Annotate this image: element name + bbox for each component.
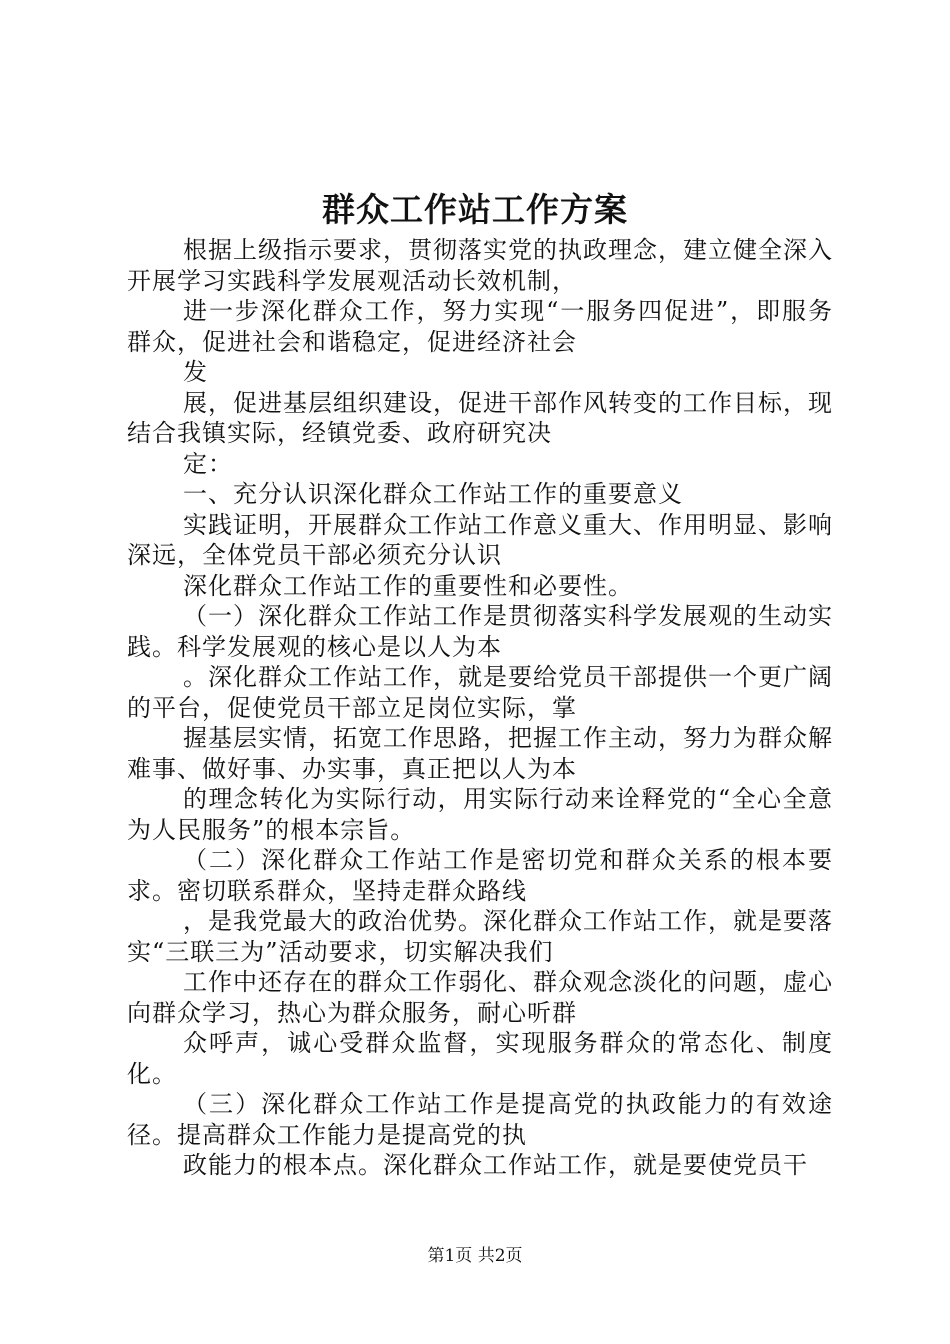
paragraph-text: 发 xyxy=(183,358,208,386)
paragraph-text: （二）深化群众工作站工作是密切党和群众关系的根本要求。密切联系群众，坚持走群众路线 xyxy=(127,846,833,905)
document-paragraph xyxy=(127,662,833,723)
paragraph-text: 握基层实情，拓宽工作思路，把握工作主动，努力为群众解难事、做好事、办实事，真正把以人为本 xyxy=(127,724,833,783)
document-paragraph xyxy=(127,723,833,784)
document-paragraph xyxy=(127,1150,833,1181)
paragraph-text: ，是我党最大的政治优势。深化群众工作站工作，就是要落实“三联三为”活动要求，切实解决我们 xyxy=(127,907,833,966)
document-paragraph xyxy=(127,510,833,571)
page-footer: 第1页 共2页 xyxy=(427,1246,523,1266)
document-paragraph xyxy=(127,449,833,480)
document-paragraph xyxy=(127,571,833,602)
paragraph-text: 工作中还存在的群众工作弱化、群众观念淡化的问题，虚心向群众学习，热心为群众服务，耐心听群 xyxy=(127,968,833,1027)
document-paragraph xyxy=(127,1089,833,1150)
paragraph-text: （一）深化群众工作站工作是贯彻落实科学发展观的生动实践。科学发展观的核心是以人为本 xyxy=(127,602,833,661)
paragraph-text: 。深化群众工作站工作，就是要给党员干部提供一个更广阔的平台，促使党员干部立足岗位实际，掌 xyxy=(127,663,833,722)
document-paragraph xyxy=(127,1028,833,1089)
document-paragraph xyxy=(127,296,833,357)
paragraph-text: 定： xyxy=(183,449,233,478)
document-paragraph xyxy=(127,967,833,1028)
document-paragraph xyxy=(127,235,833,296)
paragraph-text: 政能力的根本点。深化群众工作站工作，就是要使党员干 xyxy=(183,1151,808,1179)
paragraph-text: 实践证明，开展群众工作站工作意义重大、作用明显、影响深远，全体党员干部必须充分认识 xyxy=(127,510,833,569)
paragraph-text: 的理念转化为实际行动，用实际行动来诠释党的“全心全意为人民服务”的根本宗旨。 xyxy=(127,785,833,844)
document-body xyxy=(127,235,833,1181)
document-title: 群众工作站工作方案 xyxy=(322,190,628,229)
document-paragraph xyxy=(127,601,833,662)
paragraph-text: 进一步深化群众工作，努力实现“一服务四促进”，即服务群众，促进社会和谐稳定，促进经济社会 xyxy=(127,297,833,356)
document-paragraph xyxy=(127,357,833,388)
paragraph-text: 众呼声，诚心受群众监督，实现服务群众的常态化、制度化。 xyxy=(127,1029,833,1088)
document-paragraph xyxy=(127,845,833,906)
document-paragraph xyxy=(127,479,833,510)
paragraph-text: 深化群众工作站工作的重要性和必要性。 xyxy=(183,571,633,600)
paragraph-text: 展，促进基层组织建设，促进干部作风转变的工作目标，现结合我镇实际，经镇党委、政府研究决 xyxy=(127,388,833,447)
document-paragraph xyxy=(127,784,833,845)
paragraph-text: 根据上级指示要求，贯彻落实党的执政理念，建立健全深入开展学习实践科学发展观活动长效机制， xyxy=(127,236,833,295)
document-paragraph xyxy=(127,906,833,967)
document-paragraph xyxy=(127,388,833,449)
paragraph-text: （三）深化群众工作站工作是提高党的执政能力的有效途径。提高群众工作能力是提高党的执 xyxy=(127,1090,833,1149)
paragraph-text: 一、充分认识深化群众工作站工作的重要意义 xyxy=(183,480,683,508)
